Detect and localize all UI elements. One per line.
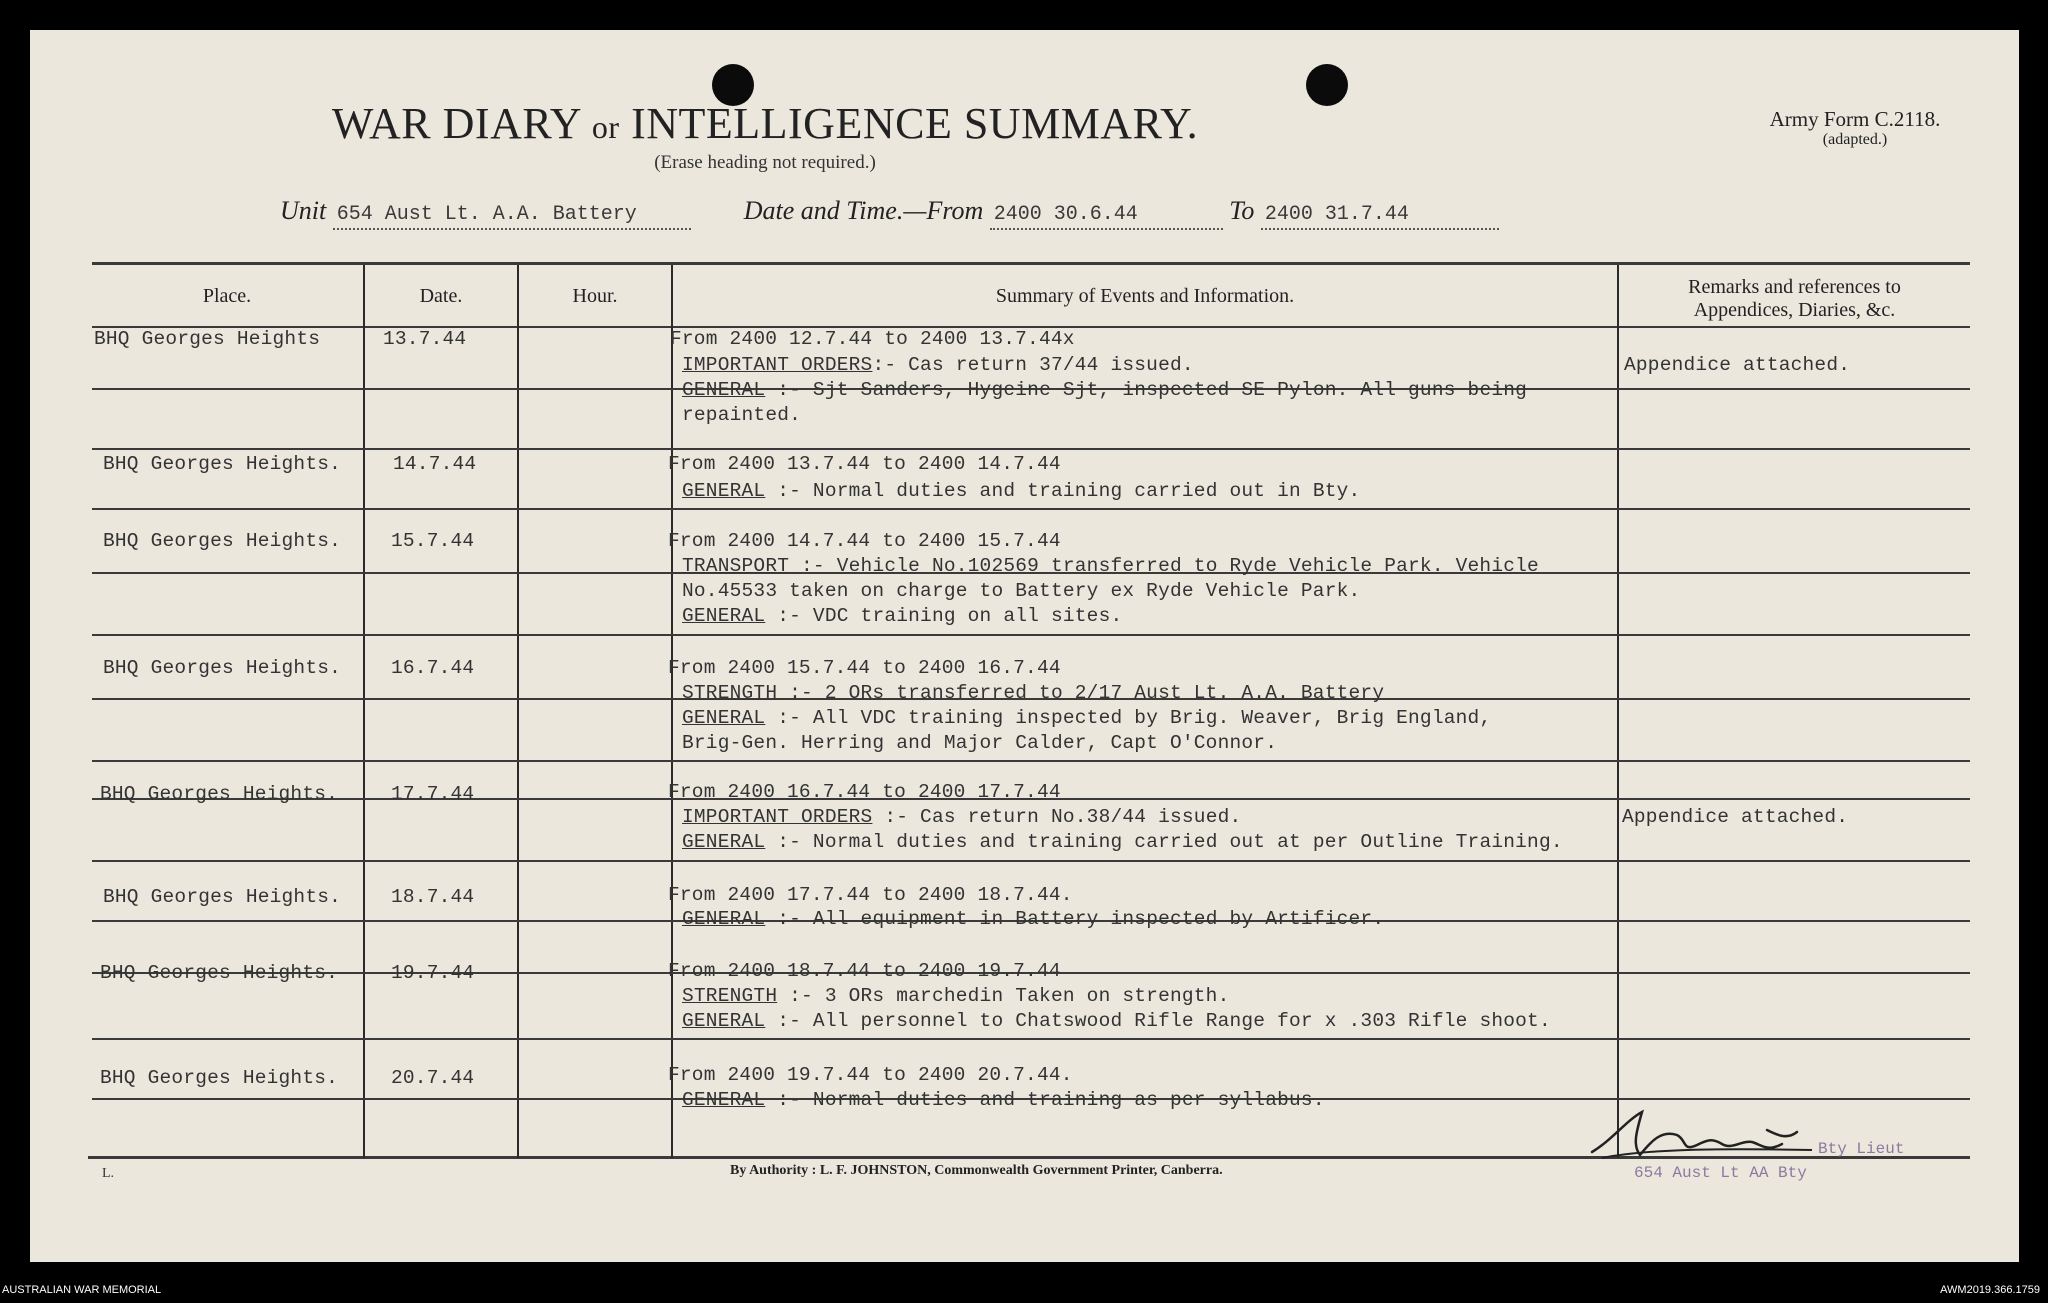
- column-divider-3: [671, 265, 673, 1158]
- row-rule: [92, 1038, 1970, 1040]
- entry-range: From 2400 19.7.44 to 2400 20.7.44.: [668, 1064, 1073, 1086]
- entry-remark: Appendice attached.: [1624, 354, 1851, 376]
- remarks-header-line2: Appendices, Diaries, &c.: [1693, 299, 1896, 321]
- entry-date: 16.7.44: [391, 657, 475, 679]
- entry-line-text: No.45533 taken on charge to Battery ex Ryde Vehicle Park.: [682, 580, 1361, 602]
- column-divider-2: [517, 265, 519, 1158]
- unit-line: [280, 196, 1499, 230]
- unit-label: Unit: [280, 196, 327, 225]
- column-header-hour: Hour.: [572, 285, 618, 307]
- army-form-note: (adapted.): [1822, 131, 1888, 149]
- unit-value: 654 Aust Lt. A.A. Battery: [333, 203, 691, 230]
- entry-line-text: :- All VDC training inspected by Brig. Weaver, Brig England,: [765, 707, 1492, 729]
- entry-line-label: STRENGTH: [682, 682, 778, 704]
- entry-date: 18.7.44: [391, 886, 475, 908]
- entry-line: [682, 831, 1563, 853]
- date-label: Date and Time.—From: [743, 196, 984, 225]
- entry-line-text: :- Vehicle No.102569 transferred to Ryde Vehicle Park. Vehicle: [789, 555, 1539, 577]
- title-war-diary: WAR DIARY: [331, 99, 581, 148]
- title-intelligence-summary: INTELLIGENCE SUMMARY.: [631, 99, 1199, 148]
- entry-line-text: :- Normal duties and training as per syllabus.: [765, 1089, 1325, 1111]
- archive-credit-right: AWM2019.366.1759: [1940, 1284, 2040, 1296]
- column-divider-4: [1617, 265, 1619, 1158]
- army-form-number: Army Form C.2118.: [1769, 107, 1941, 131]
- entry-place: BHQ Georges Heights.: [100, 1067, 339, 1089]
- entry-range: From 2400 15.7.44 to 2400 16.7.44: [668, 657, 1061, 679]
- signature-mark: [1582, 1100, 1822, 1170]
- entry-place: BHQ Georges Heights.: [103, 453, 342, 475]
- entry-line: [682, 480, 1360, 502]
- entry-range: From 2400 16.7.44 to 2400 17.7.44: [668, 781, 1061, 803]
- column-header-date: Date.: [419, 285, 463, 307]
- entry-range: From 2400 17.7.44 to 2400 18.7.44.: [668, 884, 1073, 906]
- signature-stamp-line2: 654 Aust Lt AA Bty: [1634, 1164, 1807, 1182]
- entry-range: From 2400 18.7.44 to 2400 19.7.44: [668, 960, 1061, 982]
- entry-place: BHQ Georges Heights.: [100, 783, 339, 805]
- remarks-header-line1: Remarks and references to: [1688, 276, 1901, 298]
- entry-line-label: IMPORTANT ORDERS: [682, 354, 873, 376]
- entry-line-label: GENERAL: [682, 707, 766, 729]
- entry-line-label: IMPORTANT ORDERS: [682, 806, 873, 828]
- footer-left-mark: L.: [102, 1166, 115, 1181]
- entry-line-label: GENERAL: [682, 379, 766, 401]
- entry-place: BHQ Georges Heights.: [103, 886, 342, 908]
- entry-line-label: GENERAL: [682, 605, 766, 627]
- entry-line-text: :- Normal duties and training carried out in Bty.: [765, 480, 1361, 502]
- entry-date: 15.7.44: [391, 530, 475, 552]
- entry-line: [682, 985, 1230, 1007]
- document-title: [30, 98, 1500, 149]
- footer-authority: By Authority : L. F. JOHNSTON, Commonwealth Government Printer, Canberra.: [730, 1163, 1223, 1178]
- entry-line-text: :- All personnel to Chatswood Rifle Range for x .303 Rifle shoot.: [765, 1010, 1551, 1032]
- entry-date: 17.7.44: [391, 783, 475, 805]
- table-top-rule: [92, 262, 1970, 265]
- column-header-remarks: [1619, 276, 1970, 322]
- army-form-label: [1740, 108, 1970, 149]
- entry-line-text: Brig-Gen. Herring and Major Calder, Capt O'Connor.: [682, 732, 1278, 754]
- entry-range: From 2400 14.7.44 to 2400 15.7.44: [668, 530, 1061, 552]
- entry-line: [682, 404, 801, 426]
- row-rule: [92, 634, 1970, 636]
- entry-line: [682, 908, 1384, 930]
- entry-line: [682, 682, 1384, 704]
- entry-line: [682, 732, 1277, 754]
- entry-line-text: :- 3 ORs marchedin Taken on strength.: [777, 985, 1230, 1007]
- entry-line: [682, 580, 1360, 602]
- entry-line: [682, 555, 1539, 577]
- entry-date: 13.7.44: [383, 328, 467, 350]
- column-divider-1: [363, 265, 365, 1158]
- row-rule: [92, 448, 1970, 450]
- entry-line-label: STRENGTH: [682, 985, 778, 1007]
- entry-line-text: :- Normal duties and training carried out at per Outline Training.: [765, 831, 1563, 853]
- entry-range: From 2400 13.7.44 to 2400 14.7.44: [668, 453, 1061, 475]
- entry-line-label: GENERAL: [682, 1089, 766, 1111]
- title-or: or: [591, 109, 620, 145]
- entry-line-text: :- Sjt Sanders, Hygeine Sjt, inspected SE Pylon. All guns being: [765, 379, 1528, 401]
- entry-line-text: :- 2 ORs transferred to 2/17 Aust Lt. A.A. Battery: [777, 682, 1385, 704]
- entry-line-text: repainted.: [682, 404, 802, 426]
- entry-line-text: :- All equipment in Battery inspected by Artificer.: [765, 908, 1385, 930]
- entry-line-label: TRANSPORT: [682, 555, 790, 577]
- row-rule: [92, 508, 1970, 510]
- date-from-value: 2400 30.6.44: [990, 203, 1223, 230]
- to-label: To: [1229, 196, 1255, 225]
- entry-place: BHQ Georges Heights.: [103, 657, 342, 679]
- signature-stamp-line1: Bty Lieut: [1818, 1140, 1905, 1158]
- entry-line-label: GENERAL: [682, 908, 766, 930]
- entry-line-label: GENERAL: [682, 480, 766, 502]
- entry-line: [682, 806, 1241, 828]
- entry-line-text: :- VDC training on all sites.: [765, 605, 1123, 627]
- entry-line: [682, 605, 1122, 627]
- entry-remark: Appendice attached.: [1622, 806, 1849, 828]
- row-rule: [92, 760, 1970, 762]
- entry-line-text: :- Cas return No.38/44 issued.: [872, 806, 1242, 828]
- entry-place: BHQ Georges Heights.: [100, 962, 339, 984]
- column-header-summary: Summary of Events and Information.: [995, 285, 1295, 307]
- row-rule: [92, 860, 1970, 862]
- entry-range: From 2400 12.7.44 to 2400 13.7.44x: [670, 328, 1075, 350]
- entry-line: [682, 354, 1194, 376]
- entry-line: [682, 707, 1491, 729]
- entry-date: 19.7.44: [391, 962, 475, 984]
- date-to-value: 2400 31.7.44: [1261, 203, 1499, 230]
- entry-date: 20.7.44: [391, 1067, 475, 1089]
- entry-line: [682, 379, 1527, 401]
- entry-date: 14.7.44: [393, 453, 477, 475]
- archive-credit-left: AUSTRALIAN WAR MEMORIAL: [2, 1284, 162, 1296]
- entry-line: [682, 1089, 1325, 1111]
- column-header-place: Place.: [202, 285, 252, 307]
- entry-line-label: GENERAL: [682, 831, 766, 853]
- entry-line-label: GENERAL: [682, 1010, 766, 1032]
- document-subtitle: (Erase heading not required.): [654, 152, 876, 173]
- entry-place: BHQ Georges Heights: [94, 328, 321, 350]
- entry-line: [682, 1010, 1551, 1032]
- entry-place: BHQ Georges Heights.: [103, 530, 342, 552]
- entry-line-text: :- Cas return 37/44 issued.: [872, 354, 1194, 376]
